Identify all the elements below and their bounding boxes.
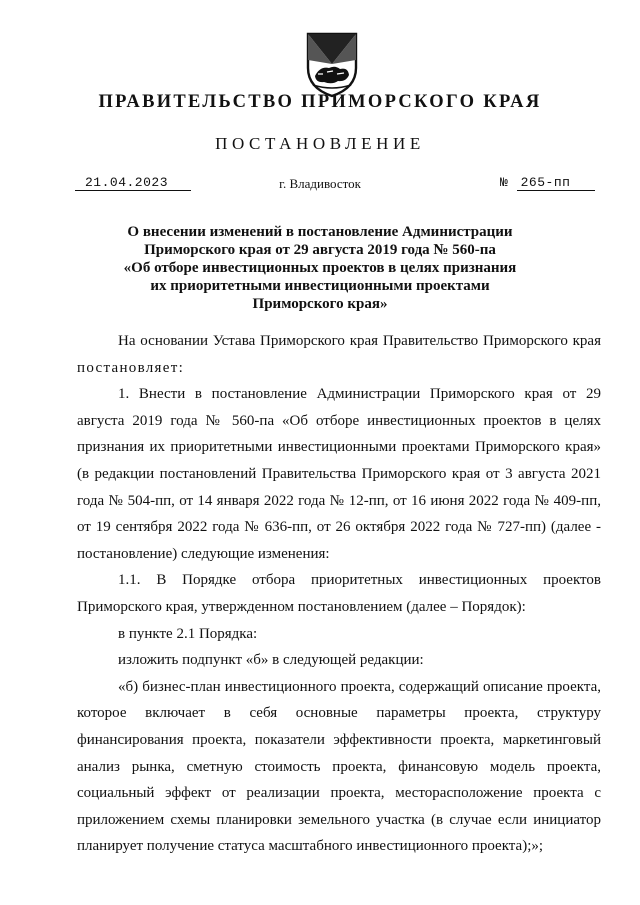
document-type: ПОСТАНОВЛЕНИЕ [215, 134, 425, 153]
number-value: 265-пп [517, 175, 595, 191]
document-body [77, 328, 601, 860]
body-paragraph: изложить подпункт «б» в следующей редакции: [118, 652, 424, 669]
basis-text: На основании Устава Приморского края Правительство Приморского края [118, 333, 601, 349]
document-title [80, 223, 560, 313]
document-date: 21.04.2023 [75, 175, 191, 191]
primorsky-coat-of-arms-icon [302, 30, 362, 98]
title-line: «Об отборе инвестиционных проектов в целях признания [123, 260, 517, 276]
body-paragraph [77, 328, 601, 381]
document-city: г. Владивосток [279, 176, 361, 191]
body-paragraph: 1.1. В Порядке отбора приоритетных инвестиционных проектов Приморского края, утвержденном постановлением (далее – Порядок): [77, 572, 601, 615]
number-prefix: № [500, 175, 509, 190]
document-number [500, 175, 596, 191]
title-line: О внесении изменений в постановление Администрации [127, 224, 513, 240]
body-paragraph: «б) бизнес-план инвестиционного проекта, содержащий описание проекта, которое включает в себя основные параметры проекта, структуру финансирования проекта, показатели эффективности проекта, маркетинговый анализ рынка, сметную стоимость проекта, финансовую модель проекта, социальный эффект от реализации проекта, месторасположение проекта с приложением схемы планировки земельного участка (в случае если инициатор планирует получение статуса масштабного инвестиционного проекта);»; [77, 678, 601, 855]
title-line: Приморского края от 29 августа 2019 года № 560-па [144, 242, 496, 258]
title-line: их приоритетными инвестиционными проектами [150, 278, 490, 294]
body-paragraph: 1. Внести в постановление Администрации Приморского края от 29 августа 2019 года № 560-па «Об отборе инвестиционных проектов в целях признания их приоритетными инвестиционными проектами Приморского края» (в редакции постановлений Правительства Приморского края от 3 августа 2021 года № 504-пп, от 14 января 2022 года № 12-пп, от 16 июня 2022 года № 409-пп, от 19 сентября 2022 года № 636-пп, от 26 октября 2022 года № 727-пп) (далее - постановление) следующие изменения: [77, 386, 601, 562]
body-paragraph: в пункте 2.1 Порядка: [118, 625, 258, 642]
organization-name: ПРАВИТЕЛЬСТВО ПРИМОРСКОГО КРАЯ [98, 92, 542, 112]
resolves-word: постановляет: [77, 359, 185, 376]
title-line: Приморского края» [252, 296, 388, 312]
